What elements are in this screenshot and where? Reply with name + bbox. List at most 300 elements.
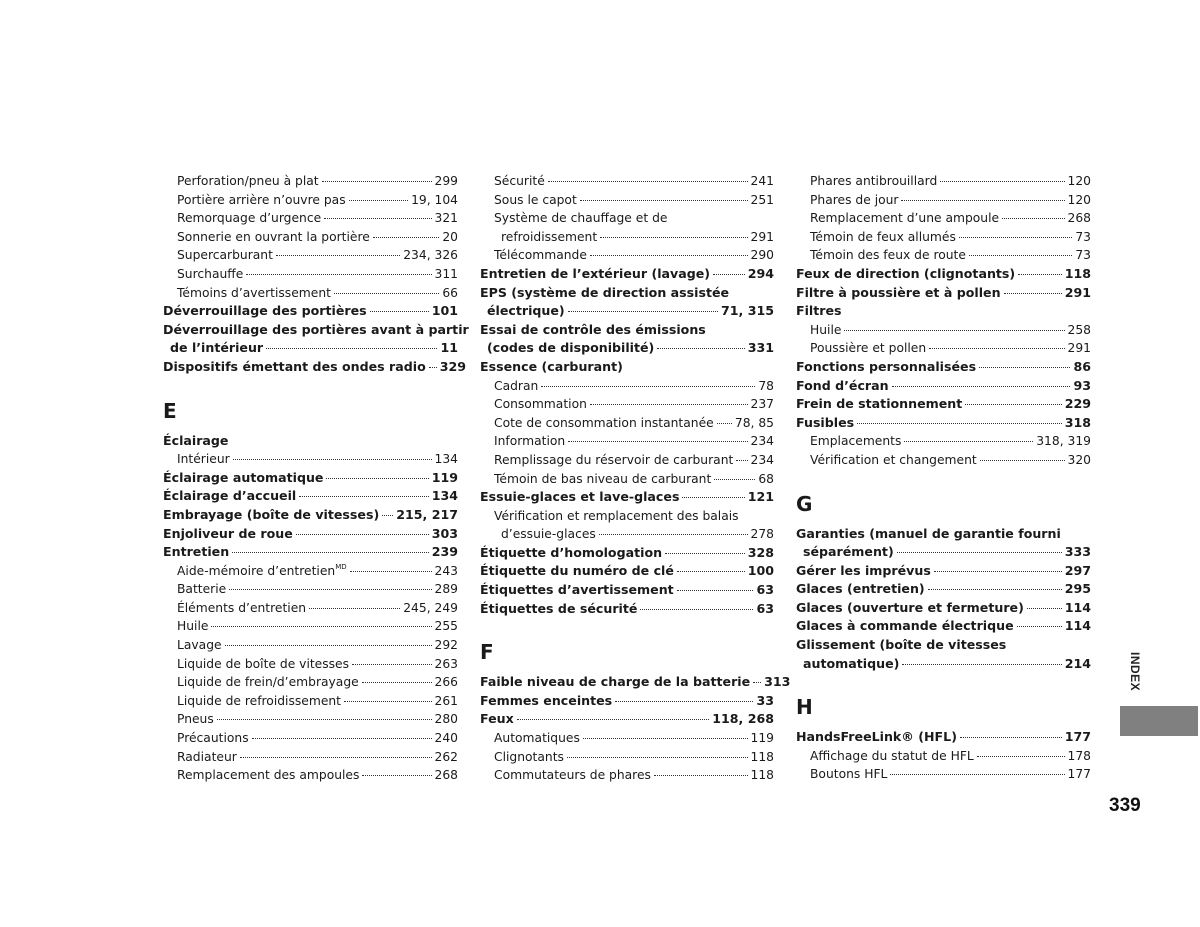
- entry-term: [796, 395, 962, 414]
- page-reference: 119: [431, 469, 458, 485]
- entry-term: [480, 358, 623, 377]
- entry-term-text: Déverrouillage des portières avant à partir: [163, 321, 469, 337]
- entry-term-text: Liquide de boîte de vitesses: [177, 656, 350, 671]
- entry-term-text: HandsFreeLink® (HFL): [796, 729, 957, 745]
- dot-leader: [960, 737, 1062, 738]
- entry-term: [177, 673, 359, 692]
- entry-term: [163, 487, 296, 506]
- page-reference: 331: [747, 340, 774, 356]
- dot-leader: [246, 274, 431, 275]
- page-reference: 303: [431, 525, 458, 541]
- dot-leader: [334, 293, 439, 294]
- entry-term: [494, 414, 714, 433]
- page-reference: 321: [434, 211, 458, 226]
- entry-term-text: Clignotants: [494, 749, 564, 764]
- entry-term: [494, 209, 667, 228]
- dot-leader: [590, 404, 748, 405]
- index-entry: [480, 321, 774, 340]
- page-reference: 119: [750, 731, 774, 746]
- dot-leader: [654, 775, 748, 776]
- page-reference: 318: [1064, 414, 1091, 430]
- index-entry: [163, 487, 458, 506]
- entry-term-text: Étiquettes de sécurité: [480, 600, 638, 616]
- index-entry: [796, 562, 1091, 581]
- index-subentry: [163, 265, 458, 284]
- entry-term: [494, 191, 577, 210]
- entry-term: [177, 766, 359, 785]
- page-reference: 177: [1064, 729, 1091, 745]
- entry-term-text: Automatiques: [494, 731, 580, 746]
- index-subentry: [480, 377, 774, 396]
- dot-leader: [322, 181, 432, 182]
- entry-term-text: Cadran: [494, 378, 539, 393]
- index-subentry: [796, 228, 1091, 247]
- index-entry: [163, 506, 458, 525]
- page-reference: 73: [1075, 248, 1091, 263]
- index-entry: [796, 284, 1091, 303]
- page-reference: 290: [750, 248, 774, 263]
- index-subentry: [796, 321, 1091, 340]
- index-column-1: [163, 172, 469, 785]
- entry-term: [796, 562, 931, 581]
- dot-leader: [326, 478, 428, 479]
- entry-term-text: d’essuie-glaces: [501, 527, 596, 542]
- index-subentry: [163, 191, 458, 210]
- index-subentry: [163, 636, 458, 655]
- entry-term: [487, 302, 565, 321]
- entry-term-text: Feux: [480, 711, 514, 727]
- dot-leader: [969, 255, 1072, 256]
- entry-term: [480, 600, 637, 619]
- entry-term-text: automatique): [803, 655, 900, 671]
- dot-leader: [568, 311, 718, 312]
- page-reference: 243: [434, 563, 458, 578]
- page-reference: 118, 268: [712, 711, 774, 727]
- index-entry: [163, 432, 458, 451]
- trademark-superscript: MD: [335, 562, 347, 571]
- entry-term-text: Liquide de refroidissement: [177, 693, 342, 708]
- entry-term-text: Huile: [810, 322, 842, 337]
- entry-term-text: Déverrouillage des portières: [163, 303, 367, 319]
- entry-term-text: Consommation: [494, 397, 587, 412]
- entry-term-text: Liquide de frein/d’embrayage: [177, 675, 359, 690]
- entry-term-text: Entretien: [163, 544, 230, 560]
- dot-leader: [590, 255, 748, 256]
- entry-term-text: Essuie-glaces et lave-glaces: [480, 489, 680, 505]
- entry-term: [494, 246, 587, 265]
- dot-leader: [240, 757, 432, 758]
- index-subentry: [163, 748, 458, 767]
- entry-term: [177, 729, 249, 748]
- entry-term-text: Filtre à poussière et à pollen: [796, 284, 1001, 300]
- entry-term: [494, 766, 651, 785]
- page-reference: 66: [442, 285, 458, 300]
- entry-term: [796, 284, 1001, 303]
- page-reference: 134: [431, 488, 458, 504]
- entry-term: [177, 228, 370, 247]
- entry-term: [163, 525, 293, 544]
- dot-leader: [901, 200, 1064, 201]
- page-reference: 255: [434, 619, 458, 634]
- dot-leader: [857, 423, 1062, 424]
- dot-leader: [541, 386, 755, 387]
- page-reference: 114: [1064, 618, 1091, 634]
- entry-term-text: Portière arrière n’ouvre pas: [177, 192, 346, 207]
- index-entry: [163, 469, 458, 488]
- page-reference: 313: [764, 674, 791, 690]
- index-entry: [796, 543, 1091, 562]
- entry-term-text: Commutateurs de phares: [494, 768, 651, 783]
- dot-leader: [713, 274, 745, 275]
- entry-term-text: Témoins d’avertissement: [177, 285, 331, 300]
- entry-term: [796, 414, 854, 433]
- entry-term-text: Emplacements: [810, 434, 902, 449]
- entry-term-text: Surchauffe: [177, 266, 244, 281]
- entry-term: [177, 209, 321, 228]
- dot-leader: [229, 589, 431, 590]
- entry-term: [501, 228, 597, 247]
- entry-term: [494, 432, 565, 451]
- dot-leader: [657, 348, 744, 349]
- entry-term: [163, 432, 228, 451]
- dot-leader: [929, 348, 1064, 349]
- dot-leader: [902, 664, 1061, 665]
- page-reference: 71, 315: [721, 303, 774, 319]
- index-subentry: [480, 451, 774, 470]
- page-reference: 73: [1075, 229, 1091, 244]
- index-subentry: [163, 599, 458, 618]
- dot-leader: [349, 200, 408, 201]
- index-subentry: [163, 580, 458, 599]
- entry-term: [480, 581, 674, 600]
- entry-term-text: Remplacement des ampoules: [177, 768, 360, 783]
- dot-leader: [640, 609, 753, 610]
- dot-leader: [232, 552, 429, 553]
- entry-term-text: Vérification et remplacement des balais: [494, 508, 739, 523]
- dot-leader: [548, 181, 748, 182]
- index-subentry: [796, 246, 1091, 265]
- dot-leader: [252, 738, 432, 739]
- entry-term-text: Perforation/pneu à plat: [177, 174, 319, 188]
- entry-term-text: refroidissement: [501, 229, 598, 244]
- page-reference: 214: [1064, 655, 1091, 671]
- index-subentry: [796, 339, 1091, 358]
- page-reference: 63: [756, 600, 774, 616]
- page-reference: 11: [440, 340, 458, 356]
- entry-term-text: Gérer les imprévus: [796, 562, 931, 578]
- entry-term-text: Supercarburant: [177, 248, 273, 263]
- entry-term: [177, 284, 331, 303]
- dot-leader: [959, 237, 1072, 238]
- entry-term-text: Témoin de feux allumés: [810, 229, 956, 244]
- page-reference: 261: [434, 693, 458, 708]
- index-subentry: [480, 414, 774, 433]
- dot-leader: [225, 645, 432, 646]
- entry-term: [177, 692, 341, 711]
- index-entry: [796, 580, 1091, 599]
- dot-leader: [217, 719, 432, 720]
- dot-leader: [599, 534, 748, 535]
- index-entry: [796, 636, 1091, 655]
- index-column-2: [480, 172, 791, 785]
- entry-term-text: Glaces (entretien): [796, 581, 925, 597]
- index-subentry: [163, 617, 458, 636]
- entry-term: [177, 265, 243, 284]
- entry-term-text: Boutons HFL: [810, 767, 888, 782]
- entry-term-text: Sonnerie en ouvrant la portière: [177, 229, 370, 244]
- entry-term-text: Pneus: [177, 712, 214, 727]
- page-reference: 86: [1073, 358, 1091, 374]
- entry-term-text: Frein de stationnement: [796, 396, 963, 412]
- entry-term: [796, 377, 889, 396]
- page-reference: 20: [442, 229, 458, 244]
- page-reference: 178: [1067, 748, 1091, 763]
- index-tab-marker: [1120, 706, 1198, 736]
- entry-term-text: Éclairage automatique: [163, 469, 324, 485]
- entry-term-text: Remplissage du réservoir de carburant: [494, 452, 734, 467]
- page-reference: 291: [750, 229, 774, 244]
- index-entry: [163, 321, 469, 340]
- entry-term-text: Remorquage d’urgence: [177, 211, 322, 226]
- entry-term: [803, 655, 899, 674]
- entry-term-text: Radiateur: [177, 749, 237, 764]
- entry-term-text: Dispositifs émettant des ondes radio: [163, 358, 426, 374]
- index-subentry: [480, 470, 774, 489]
- dot-leader: [517, 719, 710, 720]
- entry-term: [796, 599, 1024, 618]
- entry-term: [163, 506, 379, 525]
- index-entry: [480, 339, 774, 358]
- entry-term: [494, 507, 739, 526]
- page-reference: 240: [434, 731, 458, 746]
- dot-leader: [344, 701, 432, 702]
- index-entry: [163, 525, 458, 544]
- page-reference: 239: [431, 544, 458, 560]
- page-reference: 68: [758, 471, 774, 486]
- index-subentry: [163, 209, 458, 228]
- entry-term: [163, 358, 426, 377]
- page-number: 339: [1109, 795, 1141, 816]
- entry-term-text: Témoin de bas niveau de carburant: [494, 471, 712, 486]
- entry-term: [480, 562, 674, 581]
- page-reference: 262: [434, 749, 458, 764]
- index-subentry: [480, 766, 774, 785]
- entry-term-text: Essai de contrôle des émissions: [480, 321, 706, 337]
- dot-leader: [736, 460, 747, 461]
- dot-leader: [890, 774, 1064, 775]
- index-subentry: [163, 284, 458, 303]
- entry-term: [796, 580, 925, 599]
- entry-term: [177, 655, 349, 674]
- entry-term-text: Phares de jour: [810, 192, 899, 207]
- index-entry: [480, 265, 774, 284]
- dot-leader: [1018, 274, 1062, 275]
- page-reference: 291: [1067, 341, 1091, 356]
- index-entry: [480, 358, 774, 377]
- entry-term: [810, 747, 974, 766]
- dot-leader: [1017, 626, 1062, 627]
- index-subentry: [480, 525, 774, 544]
- entry-term-text: Glaces à commande électrique: [796, 618, 1014, 634]
- index-entry: [796, 728, 1091, 747]
- entry-term: [810, 451, 977, 470]
- dot-leader: [665, 553, 745, 554]
- dot-leader: [362, 682, 432, 683]
- dot-leader: [965, 404, 1061, 405]
- dot-leader: [233, 459, 432, 460]
- entry-term-text: Étiquettes d’avertissement: [480, 582, 674, 598]
- entry-term-text: Femmes enceintes: [480, 692, 613, 708]
- entry-term-text: Huile: [177, 619, 209, 634]
- dot-leader: [897, 552, 1062, 553]
- entry-term-text: Sous le capot: [494, 192, 577, 207]
- page-reference: 215, 217: [396, 506, 458, 522]
- entry-term: [810, 321, 841, 340]
- page-reference: 33: [756, 692, 774, 708]
- page-reference: 118: [1064, 265, 1091, 281]
- dot-leader: [382, 515, 393, 516]
- entry-term: [163, 469, 323, 488]
- entry-term: [796, 265, 1015, 284]
- index-entry: [163, 302, 458, 321]
- index-subentry: [480, 191, 774, 210]
- dot-leader: [324, 218, 431, 219]
- entry-term: [796, 636, 1006, 655]
- entry-term: [177, 636, 222, 655]
- section-letter-heading: E: [163, 398, 177, 423]
- entry-term: [480, 321, 706, 340]
- page-reference: 329: [439, 358, 467, 374]
- section-letter-heading: F: [480, 640, 494, 665]
- index-subentry: [480, 395, 774, 414]
- page-reference: 263: [434, 656, 458, 671]
- page-reference: 78: [758, 378, 774, 393]
- entry-term: [810, 765, 887, 784]
- entry-term-text: Système de chauffage et de: [494, 211, 668, 226]
- entry-term-text: Fond d’écran: [796, 377, 889, 393]
- index-entry: [480, 544, 774, 563]
- dot-leader: [266, 348, 437, 349]
- dot-leader: [583, 738, 748, 739]
- index-subentry: [796, 172, 1091, 191]
- entry-term: [177, 172, 319, 191]
- entry-term-text: Enjoliveur de roue: [163, 525, 293, 541]
- dot-leader: [717, 423, 732, 424]
- index-entry: [480, 710, 774, 729]
- dot-leader: [677, 571, 745, 572]
- entry-term: [810, 432, 901, 451]
- entry-term: [810, 172, 937, 191]
- dot-leader: [373, 237, 440, 238]
- index-subentry: [480, 729, 774, 748]
- page-reference: 177: [1067, 767, 1091, 782]
- page-reference: 333: [1064, 544, 1091, 560]
- entry-term: [494, 748, 564, 767]
- entry-term-text: Essence (carburant): [480, 358, 623, 374]
- index-subentry: [796, 432, 1091, 451]
- entry-term: [480, 692, 612, 711]
- entry-term-text: Fusibles: [796, 414, 855, 430]
- entry-term-text: Feux de direction (clignotants): [796, 265, 1016, 281]
- entry-term: [480, 284, 729, 303]
- entry-term: [487, 339, 654, 358]
- index-subentry: [480, 748, 774, 767]
- entry-term: [177, 748, 237, 767]
- entry-term: [494, 395, 587, 414]
- page-reference: 118: [750, 749, 774, 764]
- page-reference: 234, 326: [403, 248, 458, 263]
- entry-term: [810, 209, 999, 228]
- entry-term: [177, 599, 306, 618]
- entry-term-text: Éclairage: [163, 432, 229, 448]
- page-reference: 297: [1064, 562, 1091, 578]
- index-entry: [163, 339, 458, 358]
- index-tab-label: INDEX: [1128, 652, 1142, 692]
- page-reference: 234: [750, 452, 774, 467]
- entry-term-text: Éléments d’entretien: [177, 600, 307, 615]
- index-subentry: [796, 747, 1091, 766]
- index-entry: [796, 617, 1091, 636]
- dot-leader: [940, 181, 1064, 182]
- index-subentry: [163, 673, 458, 692]
- page-reference: 294: [747, 265, 774, 281]
- page-reference: 280: [434, 712, 458, 727]
- page-reference: 268: [434, 768, 458, 783]
- section-letter-heading: H: [796, 695, 813, 720]
- index-entry: [480, 600, 774, 619]
- entry-term-text: EPS (système de direction assistée: [480, 284, 730, 300]
- entry-term: [810, 246, 966, 265]
- page-reference: 100: [747, 563, 774, 579]
- entry-term: [501, 525, 596, 544]
- entry-term-text: Batterie: [177, 582, 227, 597]
- dot-leader: [1004, 293, 1062, 294]
- index-subentry: [163, 729, 458, 748]
- entry-term-text: Étiquette du numéro de clé: [480, 563, 674, 579]
- entry-term-text: Entretien de l’extérieur (lavage): [480, 265, 711, 281]
- page-reference: 114: [1064, 599, 1091, 615]
- entry-term: [177, 562, 347, 581]
- page-reference: 266: [434, 675, 458, 690]
- index-subentry: [163, 692, 458, 711]
- dot-leader: [429, 367, 437, 368]
- page-reference: 78, 85: [734, 415, 774, 430]
- entry-term: [480, 488, 679, 507]
- dot-leader: [615, 701, 753, 702]
- page-reference: 120: [1067, 174, 1091, 188]
- dot-leader: [904, 441, 1033, 442]
- page-reference: 234: [750, 434, 774, 449]
- index-entry: [480, 284, 774, 303]
- dot-leader: [567, 757, 748, 758]
- page-reference: 63: [756, 582, 774, 598]
- dot-leader: [682, 497, 744, 498]
- entry-term-text: Glaces (ouverture et fermeture): [796, 599, 1024, 615]
- index-subentry: [796, 765, 1091, 784]
- entry-term-text: Affichage du statut de HFL: [810, 748, 974, 763]
- dot-leader: [580, 200, 748, 201]
- index-subentry: [163, 710, 458, 729]
- page-reference: 292: [434, 638, 458, 653]
- page-reference: 278: [750, 527, 774, 542]
- index-entry: [480, 302, 774, 321]
- page-reference: 318, 319: [1036, 434, 1091, 449]
- entry-term-text: Aide-mémoire d’entretien: [177, 563, 336, 578]
- dot-leader: [753, 682, 761, 683]
- index-entry: [480, 692, 774, 711]
- dot-leader: [600, 237, 747, 238]
- entry-term-text: Phares antibrouillard: [810, 174, 938, 188]
